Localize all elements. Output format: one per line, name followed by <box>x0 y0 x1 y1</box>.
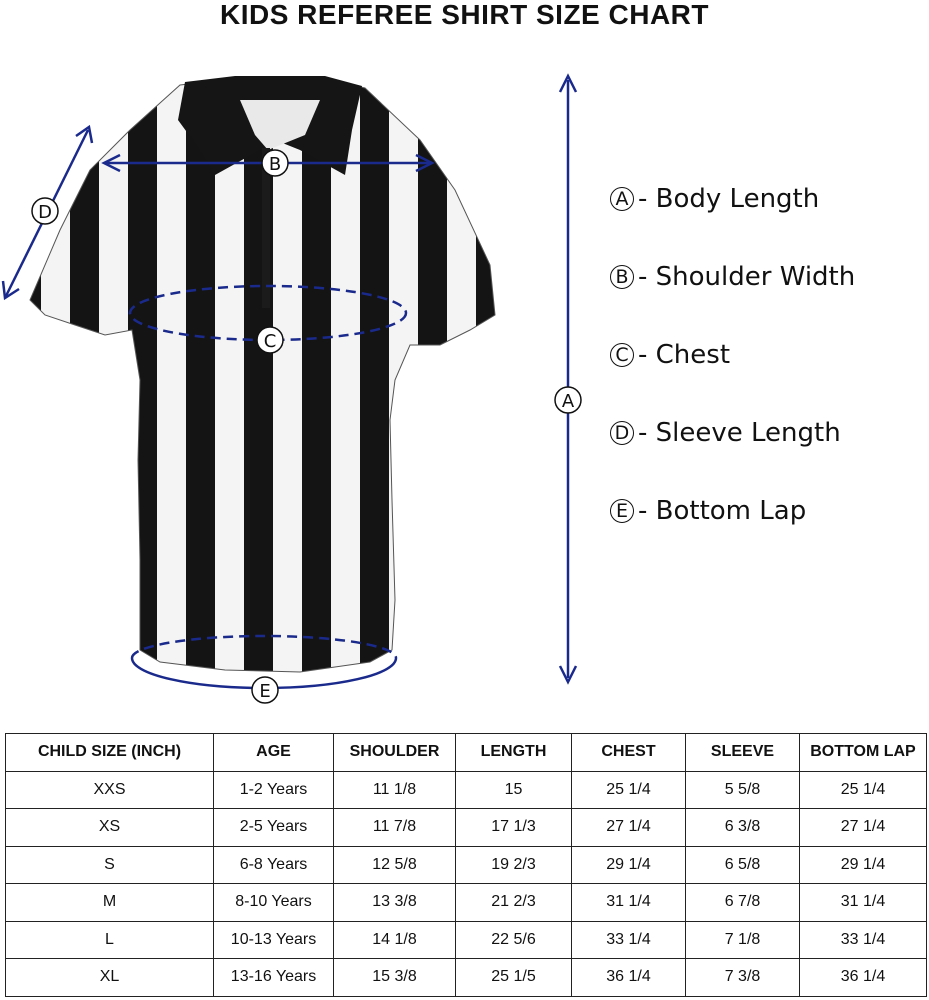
legend-item <box>610 472 855 550</box>
legend-letter: B <box>610 265 634 289</box>
table-cell: 17 1/3 <box>456 809 572 847</box>
table-cell: 15 3/8 <box>334 959 456 997</box>
legend-letter: A <box>610 187 634 211</box>
body-length-arrow <box>555 76 581 682</box>
page-title: KIDS REFEREE SHIRT SIZE CHART <box>220 0 709 30</box>
legend-text: - Shoulder Width <box>638 262 856 292</box>
table-row <box>6 921 927 959</box>
table-cell: S <box>6 846 214 884</box>
measurement-legend <box>610 160 855 550</box>
column-header: CHILD SIZE (INCH) <box>6 734 214 772</box>
table-row <box>6 771 927 809</box>
table-cell: 27 1/4 <box>800 809 927 847</box>
table-cell: 29 1/4 <box>800 846 927 884</box>
table-header-row <box>6 734 927 772</box>
legend-text: - Bottom Lap <box>638 496 807 526</box>
table-cell: 11 7/8 <box>334 809 456 847</box>
table-cell: 29 1/4 <box>572 846 686 884</box>
label-d: D <box>38 202 52 223</box>
table-cell: 10-13 Years <box>214 921 334 959</box>
shirt-diagram <box>0 55 600 715</box>
table-cell: XXS <box>6 771 214 809</box>
table-cell: 33 1/4 <box>800 921 927 959</box>
table-cell: 27 1/4 <box>572 809 686 847</box>
table-cell: L <box>6 921 214 959</box>
table-cell: 1-2 Years <box>214 771 334 809</box>
table-cell: 25 1/4 <box>800 771 927 809</box>
table-cell: M <box>6 884 214 922</box>
table-cell: 15 <box>456 771 572 809</box>
legend-item <box>610 394 855 472</box>
legend-item <box>610 238 855 316</box>
size-table <box>5 733 927 997</box>
label-b: B <box>268 154 282 175</box>
legend-item <box>610 316 855 394</box>
legend-text: - Chest <box>638 340 731 370</box>
table-cell: 12 5/8 <box>334 846 456 884</box>
table-cell: 8-10 Years <box>214 884 334 922</box>
table-cell: 2-5 Years <box>214 809 334 847</box>
table-cell: 5 5/8 <box>686 771 800 809</box>
column-header: SHOULDER <box>334 734 456 772</box>
table-cell: 19 2/3 <box>456 846 572 884</box>
table-cell: XS <box>6 809 214 847</box>
table-cell: 33 1/4 <box>572 921 686 959</box>
table-row <box>6 846 927 884</box>
table-cell: 6 5/8 <box>686 846 800 884</box>
table-row <box>6 959 927 997</box>
column-header: BOTTOM LAP <box>800 734 927 772</box>
table-cell: 13 3/8 <box>334 884 456 922</box>
column-header: CHEST <box>572 734 686 772</box>
table-cell: 14 1/8 <box>334 921 456 959</box>
table-cell: 6-8 Years <box>214 846 334 884</box>
size-table-container <box>5 733 926 997</box>
table-row <box>6 809 927 847</box>
table-cell: 22 5/6 <box>456 921 572 959</box>
table-cell: 36 1/4 <box>800 959 927 997</box>
table-cell: 6 3/8 <box>686 809 800 847</box>
table-cell: 31 1/4 <box>572 884 686 922</box>
table-cell: 7 3/8 <box>686 959 800 997</box>
legend-item <box>610 160 855 238</box>
label-c: C <box>263 331 277 352</box>
table-cell: 25 1/5 <box>456 959 572 997</box>
legend-letter: E <box>610 499 634 523</box>
legend-letter: C <box>610 343 634 367</box>
table-cell: 13-16 Years <box>214 959 334 997</box>
legend-text: - Sleeve Length <box>638 418 841 448</box>
table-cell: 11 1/8 <box>334 771 456 809</box>
column-header: AGE <box>214 734 334 772</box>
table-cell: 25 1/4 <box>572 771 686 809</box>
table-cell: 21 2/3 <box>456 884 572 922</box>
label-a: A <box>561 391 575 412</box>
table-cell: XL <box>6 959 214 997</box>
table-cell: 31 1/4 <box>800 884 927 922</box>
legend-text: - Body Length <box>638 184 820 214</box>
column-header: LENGTH <box>456 734 572 772</box>
table-cell: 36 1/4 <box>572 959 686 997</box>
table-cell: 6 7/8 <box>686 884 800 922</box>
label-e: E <box>259 681 271 702</box>
table-row <box>6 884 927 922</box>
legend-letter: D <box>610 421 634 445</box>
column-header: SLEEVE <box>686 734 800 772</box>
table-cell: 7 1/8 <box>686 921 800 959</box>
